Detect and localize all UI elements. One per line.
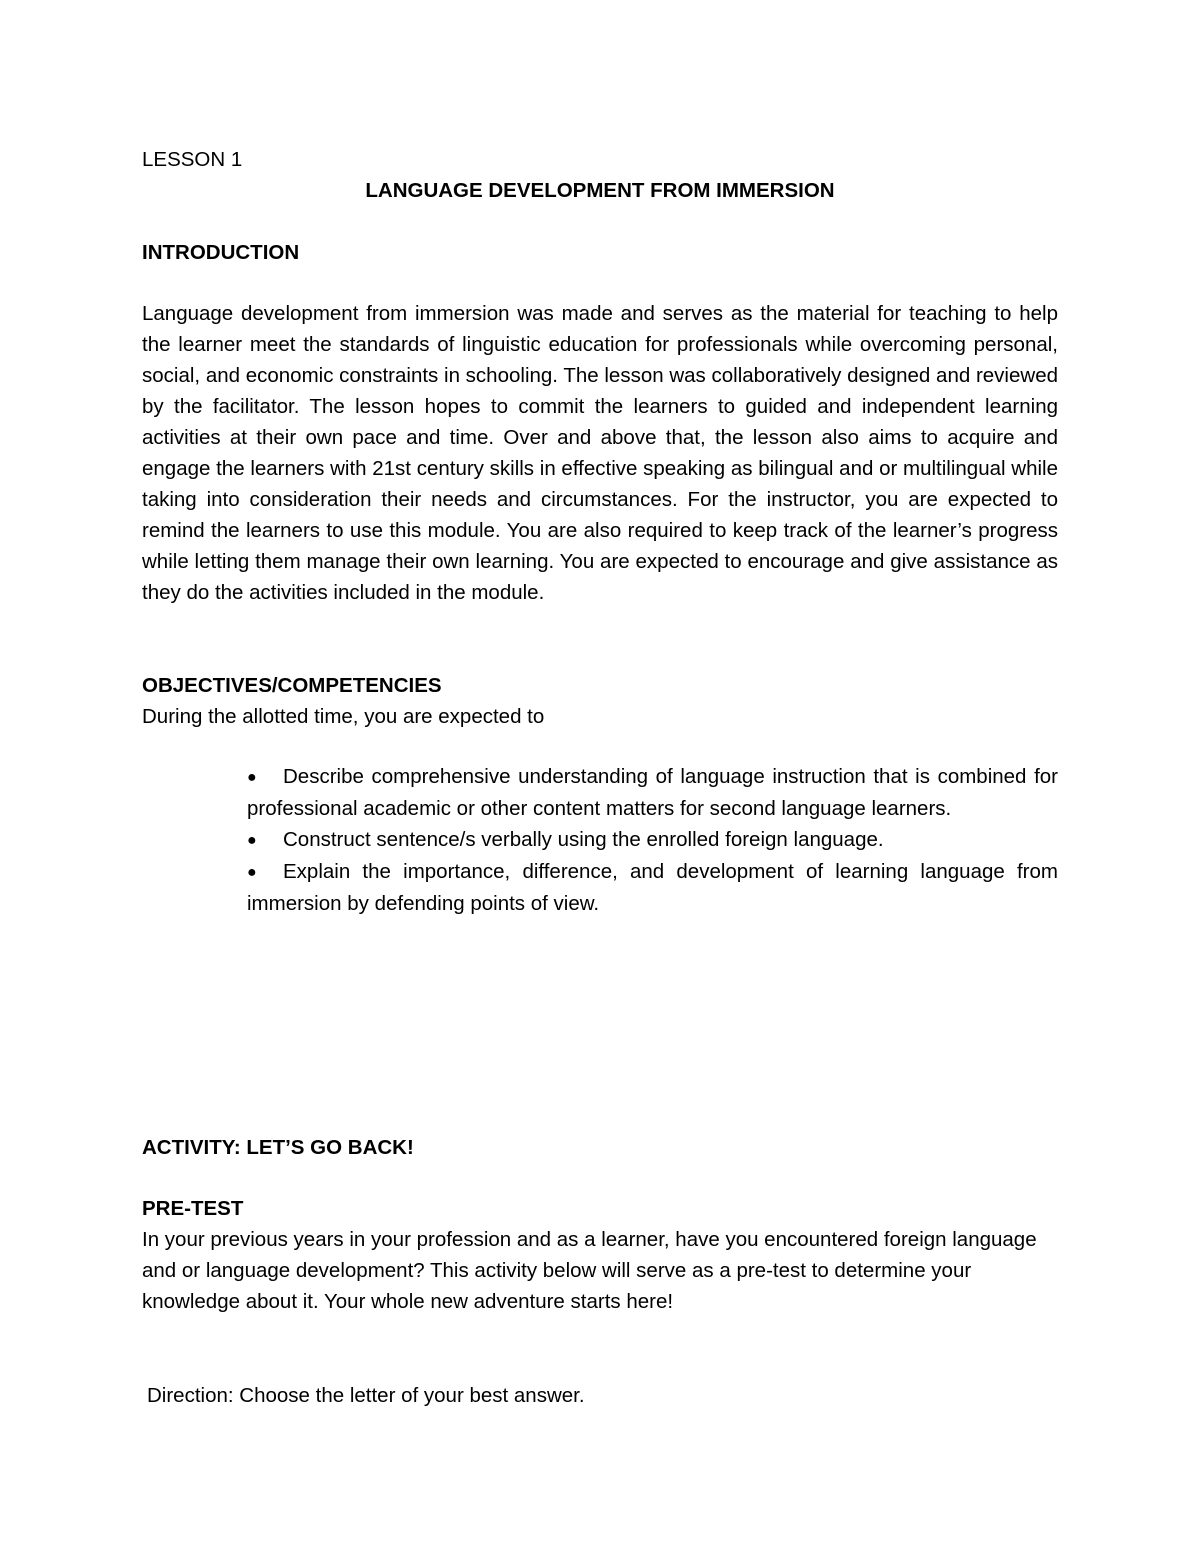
objectives-heading: OBJECTIVES/COMPETENCIES (142, 674, 442, 697)
document-title: LANGUAGE DEVELOPMENT FROM IMMERSION (365, 179, 835, 202)
objectives-lead: During the allotted time, you are expected to (142, 705, 545, 728)
list-item (247, 856, 1058, 919)
bullet-icon: ● (247, 864, 257, 881)
list-item (247, 824, 1058, 856)
objective-text: Describe comprehensive understanding of language instruction that is combined for professional academic or other content matters for second language learners. (247, 765, 1058, 820)
pretest-paragraph: In your previous years in your profession and as a learner, have you encountered foreign language and or language development? This activity below will serve as a pre-test to determine your knowledge about it. Your whole new adventure starts here! (142, 1228, 1037, 1313)
activity-heading: ACTIVITY: LET’S GO BACK! (142, 1136, 414, 1159)
introduction-heading: INTRODUCTION (142, 241, 300, 264)
bullet-icon: ● (247, 832, 257, 849)
pretest-heading: PRE-TEST (142, 1197, 244, 1220)
objectives-list (247, 761, 1058, 919)
bullet-icon: ● (247, 769, 257, 786)
objective-text: Construct sentence/s verbally using the enrolled foreign language. (283, 828, 884, 851)
list-item (247, 761, 1058, 824)
introduction-paragraph: Language development from immersion was made and serves as the material for teaching to help the learner meet the standards of linguistic education for professionals while overcoming personal, social, and economic constraints in schooling. The lesson was collaboratively designed and reviewed by the facilitator. The lesson hopes to commit the learners to guided and independent learning activities at their own pace and time. Over and above that, the lesson also aims to acquire and engage the learners with 21st century skills in effective speaking as bilingual and or multilingual while taking into consideration their needs and circumstances. For the instructor, you are expected to remind the learners to use this module. You are also required to keep track of the learner’s progress while letting them manage their own learning. You are expected to encourage and give assistance as they do the activities included in the module. (142, 302, 1058, 604)
direction-text: Direction: Choose the letter of your best answer. (147, 1384, 585, 1407)
lesson-label: LESSON 1 (142, 148, 243, 171)
objective-text: Explain the importance, difference, and development of learning language from immersion by defending points of view. (247, 860, 1058, 915)
